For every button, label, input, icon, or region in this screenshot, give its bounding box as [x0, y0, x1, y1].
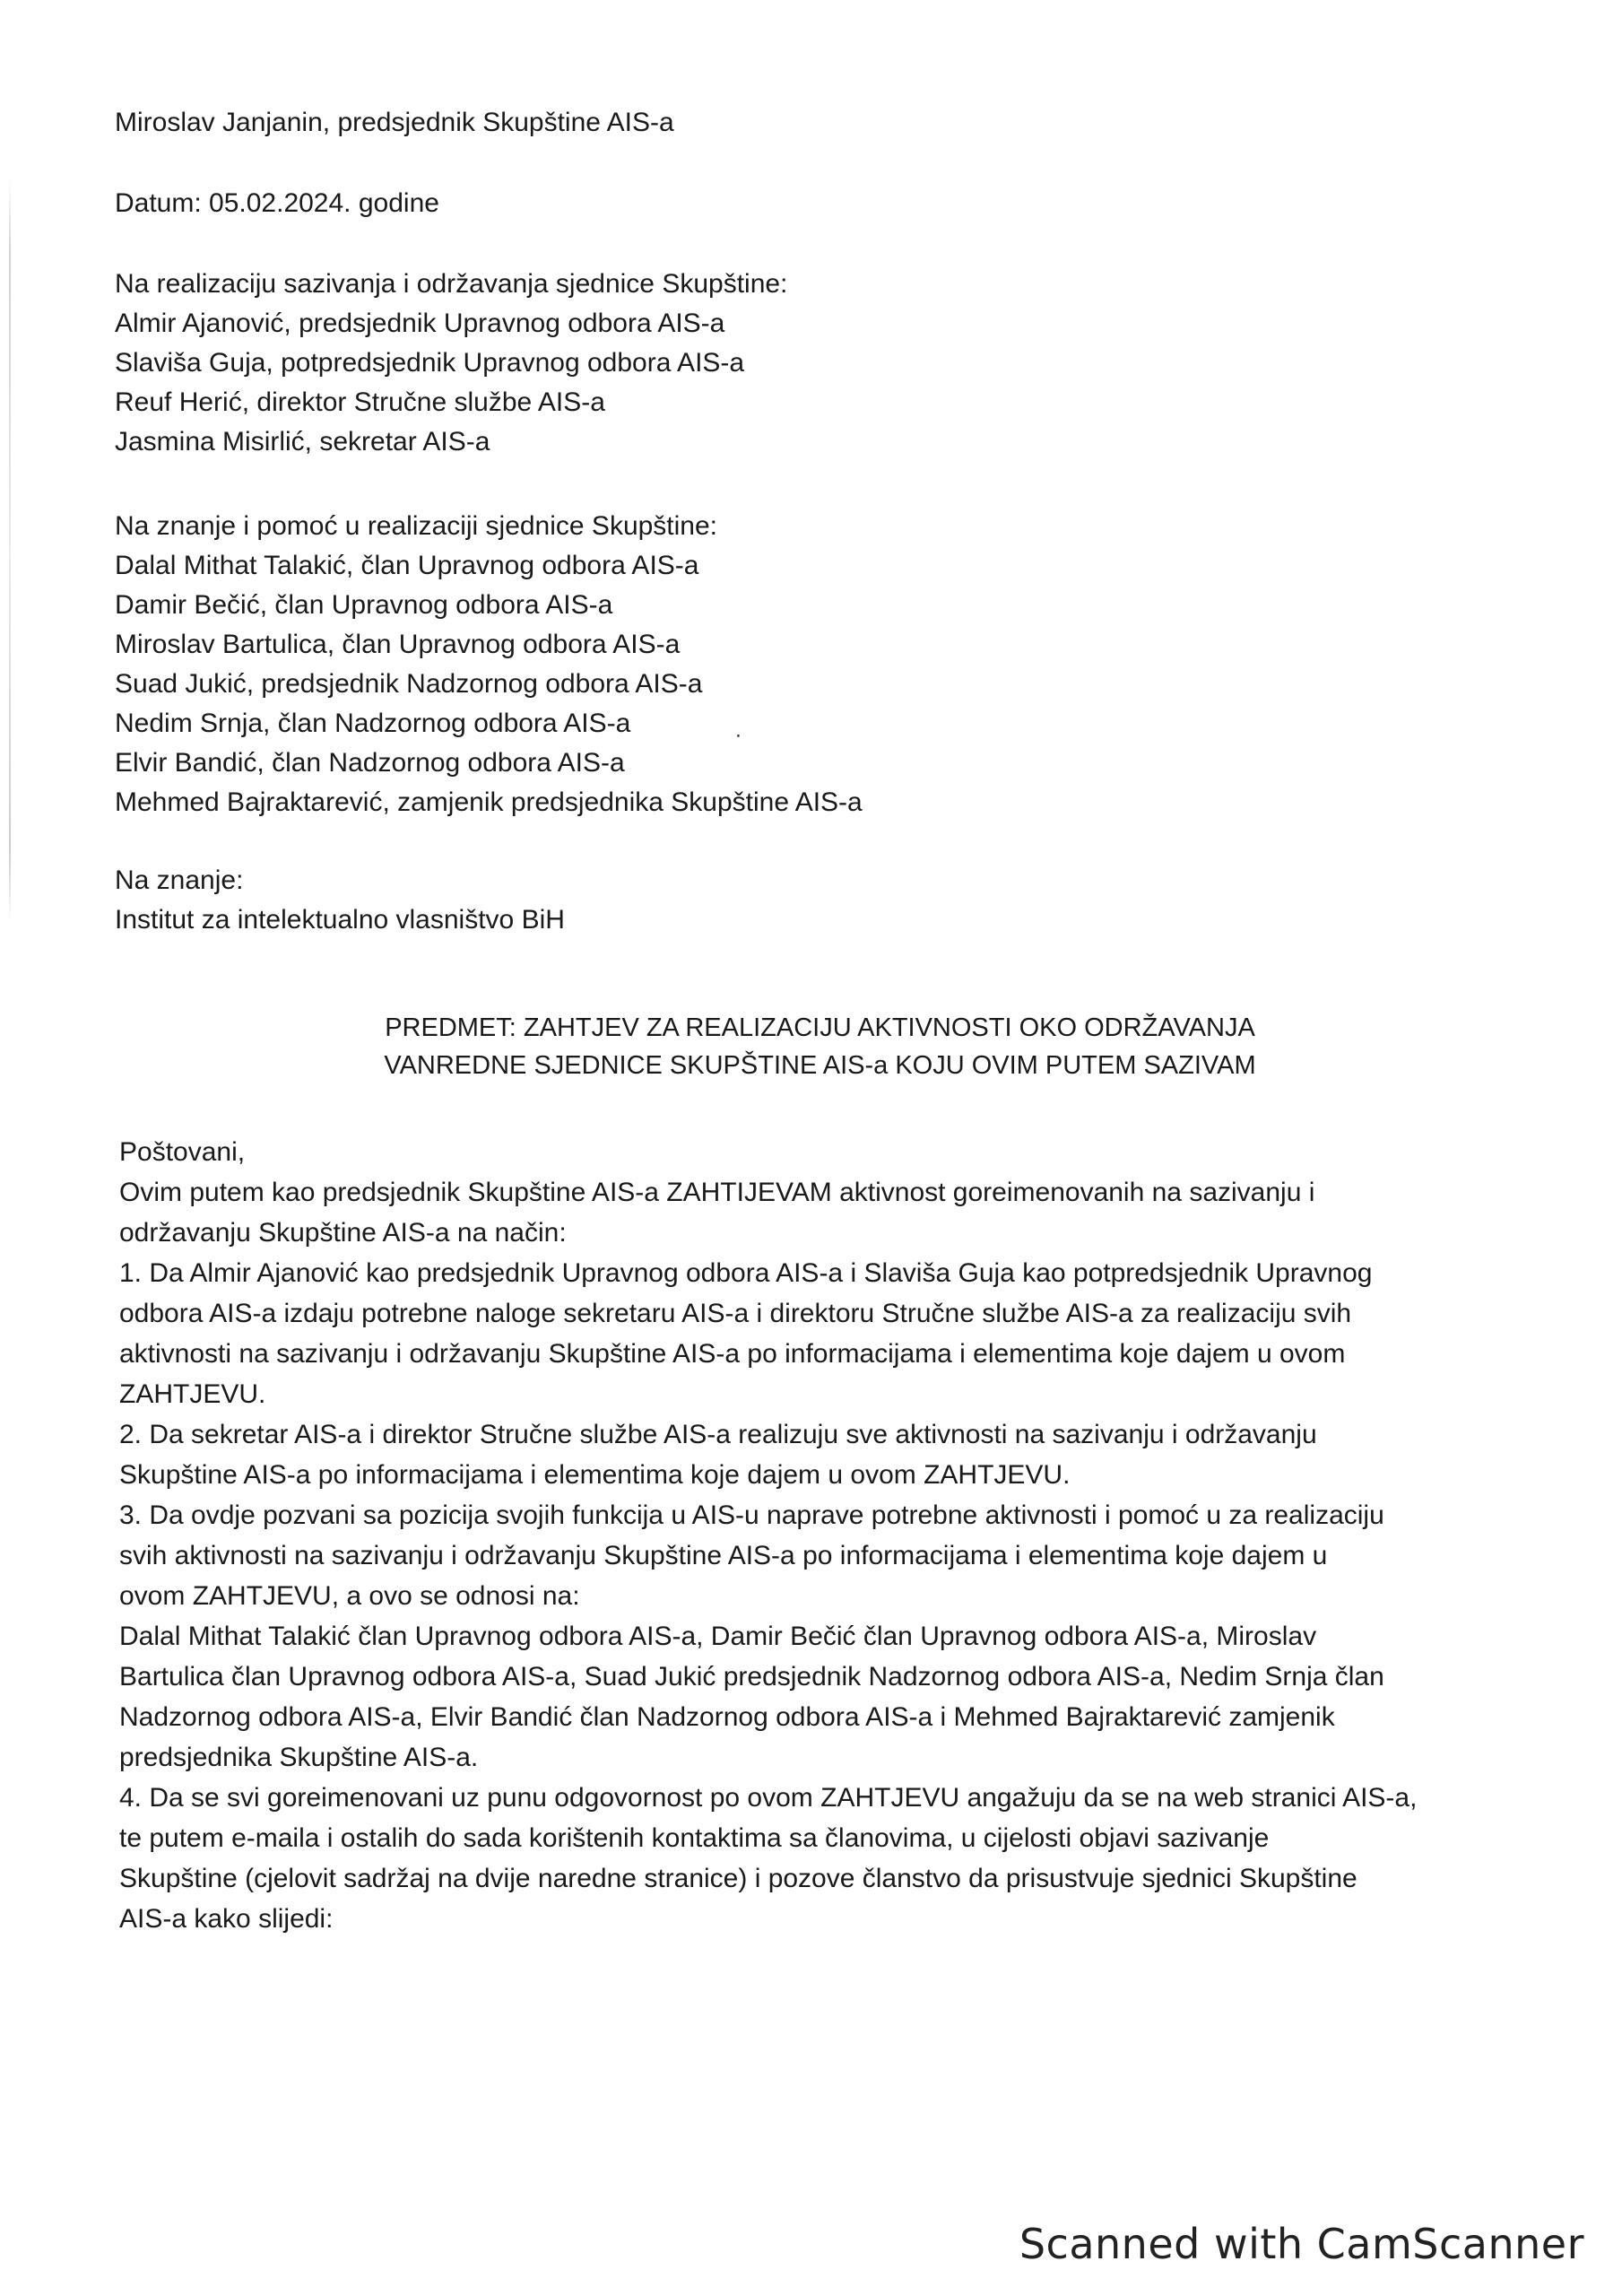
- helper-name: Dalal Mithat Talakić, član Upravnog odbora AIS-a: [115, 551, 699, 580]
- recipient-name: Almir Ajanović, predsjednik Upravnog odbora AIS-a: [115, 309, 725, 338]
- recipient-name: Slaviša Guja, potpredsjednik Upravnog odbora AIS-a: [115, 348, 745, 378]
- body-line: Poštovani,: [119, 1137, 246, 1167]
- recipients-block: [115, 265, 787, 462]
- body-line: predsjednika Skupštine AIS-a.: [119, 1743, 479, 1772]
- body-line: ovom ZAHTJEVU, a ovo se odnosi na:: [119, 1581, 580, 1611]
- body-line: Ovim putem kao predsjednik Skupštine AIS-a ZAHTIJEVAM aktivnost goreimenovanih na sazivanju i: [119, 1178, 1315, 1207]
- helper-name: Damir Bečić, član Upravnog odbora AIS-a: [115, 590, 613, 620]
- recipient-name: Jasmina Misirlić, sekretar AIS-a: [115, 427, 490, 457]
- body-line: 1. Da Almir Ajanović kao predsjednik Upravnog odbora AIS-a i Slaviša Guja kao potpredsjednik Upravnog: [119, 1258, 1373, 1288]
- body-line: 2. Da sekretar AIS-a i direktor Stručne službe AIS-a realizuju sve aktivnosti na sazivanju i održavanju: [119, 1420, 1317, 1449]
- helper-name: Elvir Bandić, član Nadzornog odbora AIS-a: [115, 748, 625, 778]
- notice-recipient: Institut za intelektualno vlasništvo BiH: [115, 905, 565, 935]
- helper-name: Nedim Srnja, član Nadzornog odbora AIS-a: [115, 709, 631, 738]
- body-line: Bartulica član Upravnog odbora AIS-a, Suad Jukić predsjednik Nadzornog odbora AIS-a, Nedim Srnja član: [119, 1662, 1384, 1692]
- sender-line: [115, 103, 674, 143]
- body-line: svih aktivnosti na sazivanju i održavanju Skupštine AIS-a po informacijama i elementima koje dajem u: [119, 1541, 1328, 1570]
- body-line: te putem e-maila i ostalih do sada korištenih kontaktima sa članovima, u cijelosti objavi sazivanje: [119, 1823, 1270, 1853]
- sender-name: Miroslav Janjanin, predsjednik Skupštine AIS-a: [115, 108, 674, 137]
- stray-pen-mark: ⋅: [735, 725, 742, 747]
- notice-heading: Na znanje:: [115, 865, 244, 895]
- body-line: Skupštine AIS-a po informacijama i elementima koje dajem u ovom ZAHTJEVU.: [119, 1460, 1071, 1490]
- helper-name: Mehmed Bajraktarević, zamjenik predsjednika Skupštine AIS-a: [115, 787, 863, 817]
- body-line: Nadzornog odbora AIS-a, Elvir Bandić član Nadzornog odbora AIS-a i Mehmed Bajraktarević zamjenik: [119, 1702, 1335, 1732]
- recipients-heading: Na realizaciju sazivanja i održavanja sjednice Skupštine:: [115, 269, 788, 299]
- letter-body: [119, 1132, 1536, 1939]
- helper-name: Suad Jukić, predsjednik Nadzornog odbora AIS-a: [115, 669, 703, 699]
- body-line: odbora AIS-a izdaju potrebne naloge sekretaru AIS-a i direktoru Stručne službe AIS-a za realizaciju svih: [119, 1299, 1352, 1328]
- recipient-name: Reuf Herić, direktor Stručne službe AIS-a: [115, 387, 605, 417]
- notice-block: [115, 861, 565, 940]
- body-line: održavanju Skupštine AIS-a na način:: [119, 1218, 567, 1248]
- body-line: aktivnosti na sazivanju i održavanju Skupštine AIS-a po informacijama i elementima koje dajem u ovom: [119, 1339, 1346, 1369]
- camscanner-watermark: Scanned with CamScanner: [1019, 2220, 1584, 2268]
- helper-name: Miroslav Bartulica, član Upravnog odbora AIS-a: [115, 630, 681, 659]
- date-line: [115, 184, 439, 223]
- subject-block: [0, 1009, 1622, 1084]
- document-date: Datum: 05.02.2024. godine: [115, 188, 439, 218]
- helpers-block: [115, 507, 863, 822]
- body-line: 3. Da ovdje pozvani sa pozicija svojih funkcija u AIS-u naprave potrebne aktivnosti i pomoć u za realizaciju: [119, 1500, 1384, 1530]
- helpers-heading: Na znanje i pomoć u realizaciji sjednice Skupštine:: [115, 511, 718, 541]
- body-line: Dalal Mithat Talakić član Upravnog odbora AIS-a, Damir Bečić član Upravnog odbora AIS-a, Miroslav: [119, 1622, 1317, 1651]
- scan-edge-shadow: [9, 179, 11, 924]
- subject-line: VANREDNE SJEDNICE SKUPŠTINE AIS-a KOJU OVIM PUTEM SAZIVAM: [384, 1051, 1256, 1080]
- body-line: Skupštine (cjelovit sadržaj na dvije naredne stranice) i pozove članstvo da prisustvuje sjednici Skupštine: [119, 1864, 1357, 1893]
- body-line: ZAHTJEVU.: [119, 1379, 266, 1409]
- body-line: 4. Da se svi goreimenovani uz punu odgovornost po ovom ZAHTJEVU angažuju da se na web stranici AIS-a,: [119, 1783, 1418, 1813]
- body-line: AIS-a kako slijedi:: [119, 1904, 334, 1934]
- subject-line: PREDMET: ZAHTJEV ZA REALIZACIJU AKTIVNOSTI OKO ODRŽAVANJA: [385, 1013, 1255, 1042]
